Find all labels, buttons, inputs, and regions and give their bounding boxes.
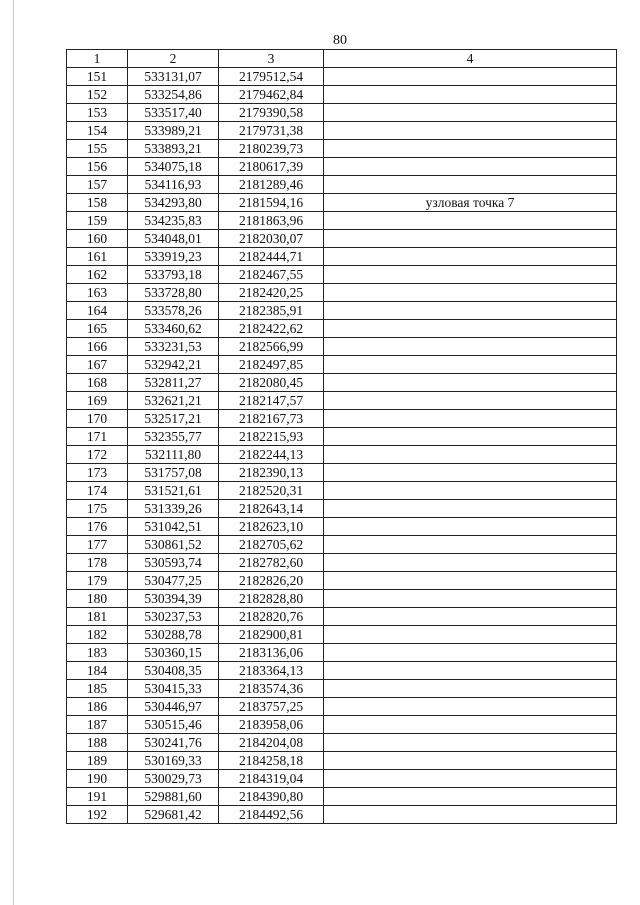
point-number-cell: 166 — [67, 338, 128, 356]
note-cell — [324, 680, 617, 698]
point-number-cell: 152 — [67, 86, 128, 104]
table-header — [67, 50, 617, 68]
table-row — [67, 104, 617, 122]
y-coordinate-cell: 2182828,80 — [219, 590, 324, 608]
table-row — [67, 230, 617, 248]
table-row — [67, 536, 617, 554]
note-cell — [324, 158, 617, 176]
note-cell — [324, 266, 617, 284]
point-number-cell: 158 — [67, 194, 128, 212]
note-cell — [324, 374, 617, 392]
table-row — [67, 86, 617, 104]
y-coordinate-cell: 2179462,84 — [219, 86, 324, 104]
y-coordinate-cell: 2182826,20 — [219, 572, 324, 590]
note-cell — [324, 608, 617, 626]
table-row — [67, 770, 617, 788]
y-coordinate-cell: 2180617,39 — [219, 158, 324, 176]
table-row — [67, 338, 617, 356]
point-number-cell: 161 — [67, 248, 128, 266]
y-coordinate-cell: 2182623,10 — [219, 518, 324, 536]
point-number-cell: 156 — [67, 158, 128, 176]
y-coordinate-cell: 2182782,60 — [219, 554, 324, 572]
table-row — [67, 590, 617, 608]
y-coordinate-cell: 2182705,62 — [219, 536, 324, 554]
note-cell — [324, 410, 617, 428]
point-number-cell: 167 — [67, 356, 128, 374]
x-coordinate-cell: 530415,33 — [128, 680, 219, 698]
point-number-cell: 160 — [67, 230, 128, 248]
table-row — [67, 734, 617, 752]
y-coordinate-cell: 2182244,13 — [219, 446, 324, 464]
point-number-cell: 162 — [67, 266, 128, 284]
table-row — [67, 68, 617, 86]
table-row — [67, 698, 617, 716]
x-coordinate-cell: 530360,15 — [128, 644, 219, 662]
table-row — [67, 302, 617, 320]
table-row — [67, 644, 617, 662]
point-number-cell: 184 — [67, 662, 128, 680]
point-number-cell: 187 — [67, 716, 128, 734]
table-body — [67, 68, 617, 824]
x-coordinate-cell: 533578,26 — [128, 302, 219, 320]
table-row — [67, 554, 617, 572]
note-cell — [324, 518, 617, 536]
x-coordinate-cell: 529681,42 — [128, 806, 219, 824]
point-number-cell: 176 — [67, 518, 128, 536]
note-cell — [324, 752, 617, 770]
table-row — [67, 158, 617, 176]
table-row — [67, 680, 617, 698]
table-row — [67, 140, 617, 158]
y-coordinate-cell: 2183136,06 — [219, 644, 324, 662]
x-coordinate-cell: 533989,21 — [128, 122, 219, 140]
note-cell — [324, 122, 617, 140]
point-number-cell: 186 — [67, 698, 128, 716]
note-cell — [324, 248, 617, 266]
y-coordinate-cell: 2182030,07 — [219, 230, 324, 248]
x-coordinate-cell: 531521,61 — [128, 482, 219, 500]
note-cell — [324, 806, 617, 824]
y-coordinate-cell: 2182520,31 — [219, 482, 324, 500]
x-coordinate-cell: 533793,18 — [128, 266, 219, 284]
table-row — [67, 320, 617, 338]
x-coordinate-cell: 534075,18 — [128, 158, 219, 176]
y-coordinate-cell: 2182422,62 — [219, 320, 324, 338]
x-coordinate-cell: 534235,83 — [128, 212, 219, 230]
table-row — [67, 806, 617, 824]
point-number-cell: 159 — [67, 212, 128, 230]
table-row — [67, 662, 617, 680]
note-cell — [324, 590, 617, 608]
y-coordinate-cell: 2181594,16 — [219, 194, 324, 212]
coordinates-table — [66, 49, 617, 824]
note-cell — [324, 320, 617, 338]
table-row — [67, 176, 617, 194]
note-cell — [324, 536, 617, 554]
table-row — [67, 392, 617, 410]
point-number-cell: 175 — [67, 500, 128, 518]
point-number-cell: 155 — [67, 140, 128, 158]
y-coordinate-cell: 2182390,13 — [219, 464, 324, 482]
table-row — [67, 572, 617, 590]
x-coordinate-cell: 531339,26 — [128, 500, 219, 518]
note-cell — [324, 464, 617, 482]
table-row — [67, 410, 617, 428]
point-number-cell: 164 — [67, 302, 128, 320]
x-coordinate-cell: 534293,80 — [128, 194, 219, 212]
y-coordinate-cell: 2183757,25 — [219, 698, 324, 716]
note-cell — [324, 68, 617, 86]
table-row — [67, 626, 617, 644]
y-coordinate-cell: 2182147,57 — [219, 392, 324, 410]
point-number-cell: 185 — [67, 680, 128, 698]
note-cell — [324, 482, 617, 500]
point-number-cell: 157 — [67, 176, 128, 194]
x-coordinate-cell: 534116,93 — [128, 176, 219, 194]
y-coordinate-cell: 2182497,85 — [219, 356, 324, 374]
x-coordinate-cell: 533893,21 — [128, 140, 219, 158]
column-header-2: 2 — [128, 50, 219, 68]
y-coordinate-cell: 2179731,38 — [219, 122, 324, 140]
point-number-cell: 173 — [67, 464, 128, 482]
table-row — [67, 446, 617, 464]
table-row — [67, 788, 617, 806]
note-cell — [324, 734, 617, 752]
note-cell — [324, 104, 617, 122]
note-cell — [324, 788, 617, 806]
column-header-3: 3 — [219, 50, 324, 68]
note-cell — [324, 716, 617, 734]
y-coordinate-cell: 2179390,58 — [219, 104, 324, 122]
point-number-cell: 192 — [67, 806, 128, 824]
x-coordinate-cell: 532517,21 — [128, 410, 219, 428]
x-coordinate-cell: 533919,23 — [128, 248, 219, 266]
x-coordinate-cell: 532942,21 — [128, 356, 219, 374]
x-coordinate-cell: 530029,73 — [128, 770, 219, 788]
x-coordinate-cell: 530861,52 — [128, 536, 219, 554]
y-coordinate-cell: 2182420,25 — [219, 284, 324, 302]
point-number-cell: 182 — [67, 626, 128, 644]
point-number-cell: 188 — [67, 734, 128, 752]
y-coordinate-cell: 2184319,04 — [219, 770, 324, 788]
y-coordinate-cell: 2183364,13 — [219, 662, 324, 680]
x-coordinate-cell: 530288,78 — [128, 626, 219, 644]
note-cell — [324, 662, 617, 680]
table-row — [67, 464, 617, 482]
point-number-cell: 177 — [67, 536, 128, 554]
y-coordinate-cell: 2184258,18 — [219, 752, 324, 770]
table-row — [67, 482, 617, 500]
point-number-cell: 189 — [67, 752, 128, 770]
point-number-cell: 170 — [67, 410, 128, 428]
scan-edge-line — [13, 0, 14, 905]
y-coordinate-cell: 2182215,93 — [219, 428, 324, 446]
x-coordinate-cell: 530408,35 — [128, 662, 219, 680]
note-cell — [324, 140, 617, 158]
y-coordinate-cell: 2181289,46 — [219, 176, 324, 194]
x-coordinate-cell: 533460,62 — [128, 320, 219, 338]
column-header-1: 1 — [67, 50, 128, 68]
y-coordinate-cell: 2182820,76 — [219, 608, 324, 626]
x-coordinate-cell: 531757,08 — [128, 464, 219, 482]
x-coordinate-cell: 529881,60 — [128, 788, 219, 806]
header-row — [67, 50, 617, 68]
table-row — [67, 374, 617, 392]
y-coordinate-cell: 2182467,55 — [219, 266, 324, 284]
x-coordinate-cell: 530241,76 — [128, 734, 219, 752]
page-number: 80 — [333, 33, 347, 48]
y-coordinate-cell: 2182900,81 — [219, 626, 324, 644]
note-cell — [324, 428, 617, 446]
table-row — [67, 122, 617, 140]
y-coordinate-cell: 2181863,96 — [219, 212, 324, 230]
y-coordinate-cell: 2182566,99 — [219, 338, 324, 356]
x-coordinate-cell: 532621,21 — [128, 392, 219, 410]
x-coordinate-cell: 533728,80 — [128, 284, 219, 302]
y-coordinate-cell: 2182385,91 — [219, 302, 324, 320]
y-coordinate-cell: 2183958,06 — [219, 716, 324, 734]
point-number-cell: 190 — [67, 770, 128, 788]
y-coordinate-cell: 2179512,54 — [219, 68, 324, 86]
table-row — [67, 716, 617, 734]
point-number-cell: 178 — [67, 554, 128, 572]
x-coordinate-cell: 530593,74 — [128, 554, 219, 572]
table-row — [67, 608, 617, 626]
table-row — [67, 752, 617, 770]
point-number-cell: 180 — [67, 590, 128, 608]
note-cell — [324, 86, 617, 104]
note-cell — [324, 230, 617, 248]
point-number-cell: 169 — [67, 392, 128, 410]
point-number-cell: 181 — [67, 608, 128, 626]
note-cell — [324, 698, 617, 716]
note-cell — [324, 554, 617, 572]
y-coordinate-cell: 2182080,45 — [219, 374, 324, 392]
table-row — [67, 500, 617, 518]
note-cell — [324, 446, 617, 464]
y-coordinate-cell: 2184390,80 — [219, 788, 324, 806]
point-number-cell: 174 — [67, 482, 128, 500]
table-row — [67, 266, 617, 284]
y-coordinate-cell: 2180239,73 — [219, 140, 324, 158]
note-cell — [324, 212, 617, 230]
note-cell — [324, 770, 617, 788]
point-number-cell: 172 — [67, 446, 128, 464]
x-coordinate-cell: 532355,77 — [128, 428, 219, 446]
point-number-cell: 153 — [67, 104, 128, 122]
note-cell — [324, 338, 617, 356]
point-number-cell: 168 — [67, 374, 128, 392]
x-coordinate-cell: 532811,27 — [128, 374, 219, 392]
note-cell — [324, 356, 617, 374]
note-cell — [324, 572, 617, 590]
y-coordinate-cell: 2182167,73 — [219, 410, 324, 428]
x-coordinate-cell: 533231,53 — [128, 338, 219, 356]
point-number-cell: 165 — [67, 320, 128, 338]
table-row — [67, 356, 617, 374]
note-cell — [324, 284, 617, 302]
table-row — [67, 284, 617, 302]
x-coordinate-cell: 530394,39 — [128, 590, 219, 608]
y-coordinate-cell: 2183574,36 — [219, 680, 324, 698]
x-coordinate-cell: 530515,46 — [128, 716, 219, 734]
table-row — [67, 212, 617, 230]
note-cell: узловая точка 7 — [324, 194, 617, 212]
note-cell — [324, 176, 617, 194]
point-number-cell: 151 — [67, 68, 128, 86]
note-cell — [324, 302, 617, 320]
note-cell — [324, 626, 617, 644]
y-coordinate-cell: 2184204,08 — [219, 734, 324, 752]
point-number-cell: 171 — [67, 428, 128, 446]
point-number-cell: 154 — [67, 122, 128, 140]
x-coordinate-cell: 532111,80 — [128, 446, 219, 464]
table-row — [67, 518, 617, 536]
x-coordinate-cell: 533517,40 — [128, 104, 219, 122]
table-row — [67, 248, 617, 266]
point-number-cell: 163 — [67, 284, 128, 302]
x-coordinate-cell: 530169,33 — [128, 752, 219, 770]
x-coordinate-cell: 531042,51 — [128, 518, 219, 536]
x-coordinate-cell: 530477,25 — [128, 572, 219, 590]
point-number-cell: 179 — [67, 572, 128, 590]
x-coordinate-cell: 530446,97 — [128, 698, 219, 716]
table-row — [67, 428, 617, 446]
y-coordinate-cell: 2184492,56 — [219, 806, 324, 824]
x-coordinate-cell: 533254,86 — [128, 86, 219, 104]
y-coordinate-cell: 2182444,71 — [219, 248, 324, 266]
column-header-4: 4 — [324, 50, 617, 68]
table-row — [67, 194, 617, 212]
point-number-cell: 183 — [67, 644, 128, 662]
note-cell — [324, 644, 617, 662]
x-coordinate-cell: 533131,07 — [128, 68, 219, 86]
y-coordinate-cell: 2182643,14 — [219, 500, 324, 518]
x-coordinate-cell: 534048,01 — [128, 230, 219, 248]
x-coordinate-cell: 530237,53 — [128, 608, 219, 626]
point-number-cell: 191 — [67, 788, 128, 806]
note-cell — [324, 500, 617, 518]
note-cell — [324, 392, 617, 410]
